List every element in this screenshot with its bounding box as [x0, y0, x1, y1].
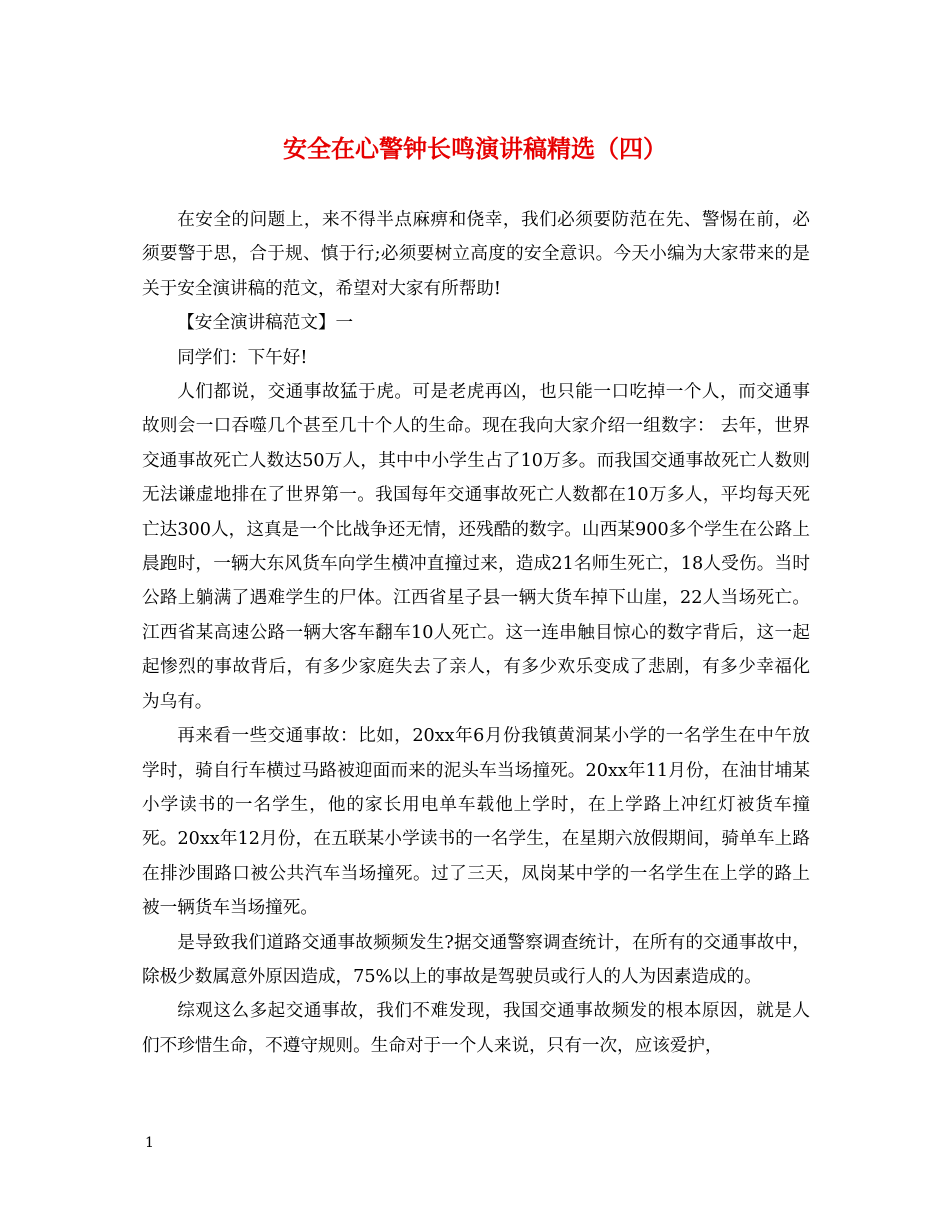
document-title: 安全在心警钟长鸣演讲稿精选（四）: [283, 134, 667, 163]
page-number: 1: [145, 1135, 154, 1151]
paragraph-greeting: 同学们：下午好!: [177, 347, 308, 368]
paragraph-intro: 在安全的问题上，来不得半点麻痹和侥幸，我们必须要防范在先、警惕在前，必须要警于思，合于规、慎于行;必须要树立高度的安全意识。今天小编为大家带来的是关于安全演讲稿的范文，希望对大家有所帮助!: [142, 210, 810, 299]
document-body: [142, 203, 810, 1063]
paragraph-accident-examples: 再来看一些交通事故：比如，20xx年6月份我镇黄洞某小学的一名学生在中午放学时，骑自行车横过马路被迎面而来的泥头车当场撞死。20xx年11月份，在油甘埔某小学读书的一名学生，他的家长用电单车载他上学时，在上学路上冲红灯被货车撞死。20xx年12月份，在五联某小学读书的一名学生，在星期六放假期间，骑单车上路在排沙围路口被公共汽车当场撞死。过了三天，凤岗某中学的一名学生在上学的路上被一辆货车当场撞死。: [142, 726, 810, 919]
paragraph-statistics: 人们都说，交通事故猛于虎。可是老虎再凶，也只能一口吃掉一个人，而交通事故则会一口吞噬几个甚至几十个人的生命。现在我向大家介绍一组数字： 去年，世界交通事故死亡人数达50万人，其中中小学生占了10万多。而我国交通事故死亡人数则无法谦虚地排在了世界第一。我国每年交通事故死亡人数都在10万多人，平均每天死亡达300人，这真是一个比战争还无情，还残酷的数字。山西某900多个学生在公路上晨跑时，一辆大东风货车向学生横冲直撞过来，造成21名师生死亡，18人受伤。当时公路上躺满了遇难学生的尸体。江西省星子县一辆大货车掉下山崖，22人当场死亡。江西省某高速公路一辆大客车翻车10人死亡。这一连串触目惊心的数字背后，这一起起惨烈的事故背后，有多少家庭失去了亲人，有多少欢乐变成了悲剧，有多少幸福化为乌有。: [142, 382, 810, 712]
paragraph-conclusion: 综观这么多起交通事故，我们不难发现，我国交通事故频发的根本原因，就是人们不珍惜生命，不遵守规则。生命对于一个人来说，只有一次，应该爱护，: [142, 1001, 810, 1056]
paragraph-section-heading: 【安全演讲稿范文】一: [177, 313, 354, 334]
paragraph-causes: 是导致我们道路交通事故频频发生?据交通警察调查统计，在所有的交通事故中，除极少数属意外原因造成，75%以上的事故是驾驶员或行人的人为因素造成的。: [142, 932, 810, 987]
